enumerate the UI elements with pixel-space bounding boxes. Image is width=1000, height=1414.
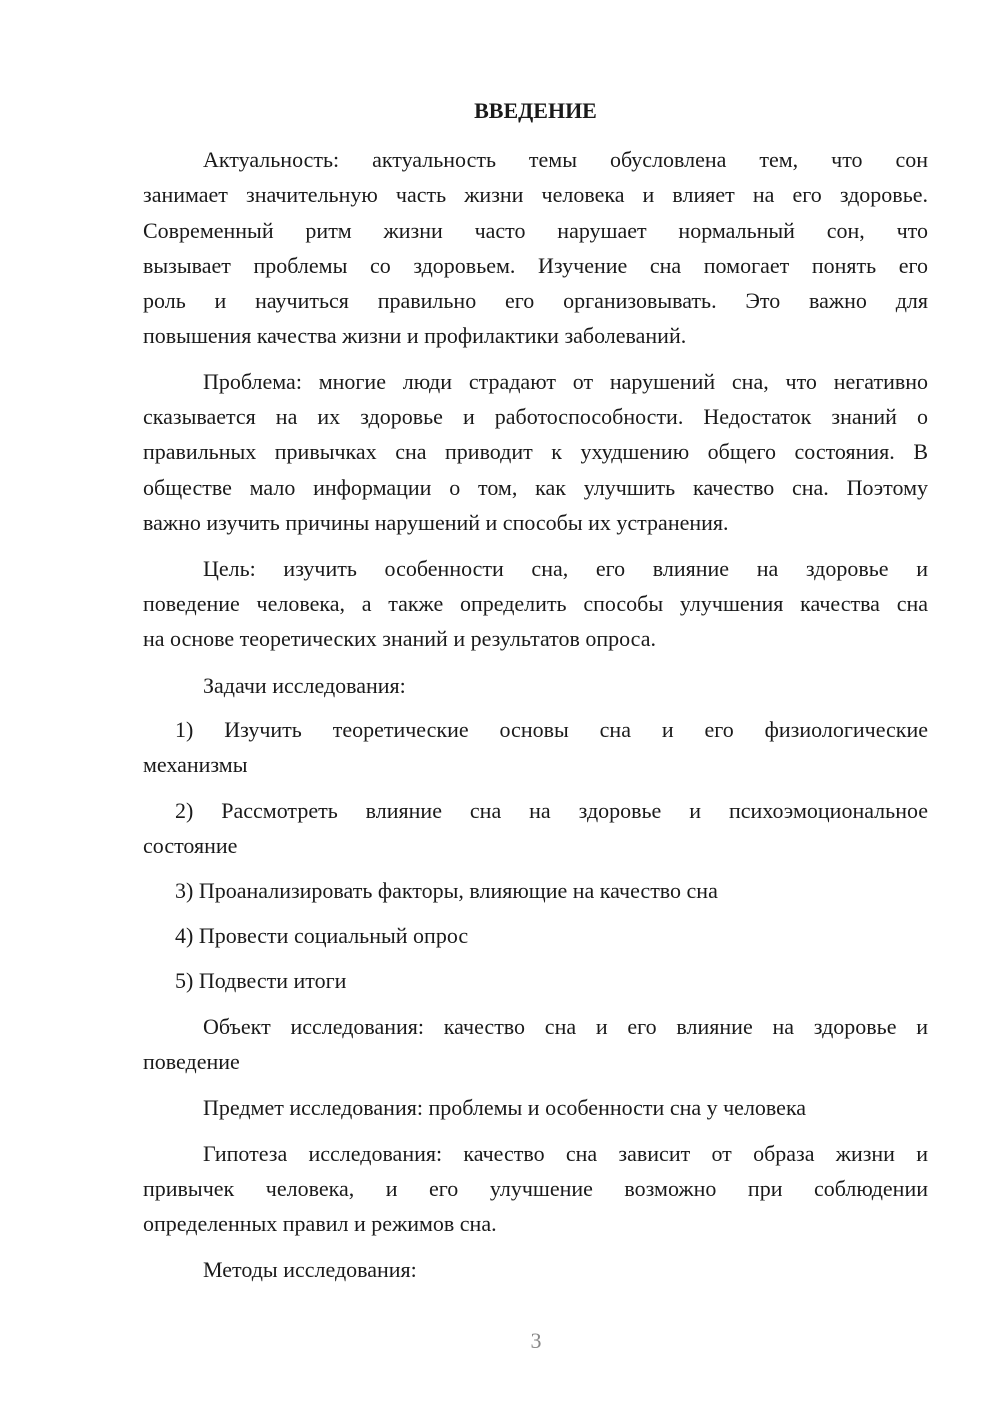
task-item-1-continued: механизмы — [143, 752, 248, 777]
methods-heading: Методы исследования: — [203, 1257, 417, 1282]
paragraph-relevance-line: повышения качества жизни и профилактики заболеваний. — [143, 323, 687, 348]
task-item-4: 4) Провести социальный опрос — [175, 923, 469, 948]
paragraph-goal-line: Цель: изучить особенности сна, его влияние на здоровье и — [203, 556, 928, 581]
paragraph-goal-line: на основе теоретических знаний и результатов опроса. — [143, 626, 656, 651]
paragraph-relevance-line: вызывает проблемы со здоровьем. Изучение сна помогает понять его — [143, 253, 928, 278]
paragraph-relevance-line: занимает значительную часть жизни человека и влияет на его здоровье. — [143, 182, 928, 207]
task-item-3: 3) Проанализировать факторы, влияющие на качество сна — [175, 878, 718, 903]
paragraph-relevance-line: Современный ритм жизни часто нарушает нормальный сон, что — [143, 218, 928, 243]
task-item-5: 5) Подвести итоги — [175, 968, 347, 993]
page-number: 3 — [530, 1328, 542, 1353]
section-title: ВВЕДЕНИЕ — [474, 98, 597, 123]
paragraph-object-line: Объект исследования: качество сна и его влияние на здоровье и — [203, 1014, 928, 1039]
paragraph-problem-line: важно изучить причины нарушений и способы их устранения. — [143, 510, 729, 535]
paragraph-goal-line: поведение человека, а также определить способы улучшения качества сна — [143, 591, 928, 616]
paragraph-hypothesis-line: Гипотеза исследования: качество сна зависит от образа жизни и — [203, 1141, 928, 1166]
paragraph-hypothesis-line: привычек человека, и его улучшение возможно при соблюдении — [143, 1176, 928, 1201]
paragraph-relevance-line: Актуальность: актуальность темы обусловлена тем, что сон — [203, 147, 928, 172]
paragraph-subject: Предмет исследования: проблемы и особенности сна у человека — [203, 1095, 807, 1120]
task-item-2-continued: состояние — [143, 833, 238, 858]
paragraph-problem-line: правильных привычках сна приводит к ухудшению общего состояния. В — [143, 439, 928, 464]
tasks-heading: Задачи исследования: — [203, 673, 406, 698]
paragraph-problem-line: сказывается на их здоровье и работоспособности. Недостаток знаний о — [143, 404, 928, 429]
paragraph-problem-line: Проблема: многие люди страдают от нарушений сна, что негативно — [203, 369, 928, 394]
paragraph-relevance-line: роль и научиться правильно его организовывать. Это важно для — [143, 288, 928, 313]
task-item-1: 1) Изучить теоретические основы сна и его физиологические — [175, 717, 928, 742]
paragraph-hypothesis-line: определенных правил и режимов сна. — [143, 1211, 497, 1236]
paragraph-object-line: поведение — [143, 1049, 240, 1074]
paragraph-problem-line: обществе мало информации о том, как улучшить качество сна. Поэтому — [143, 475, 928, 500]
task-item-2: 2) Рассмотреть влияние сна на здоровье и психоэмоциональное — [175, 798, 928, 823]
